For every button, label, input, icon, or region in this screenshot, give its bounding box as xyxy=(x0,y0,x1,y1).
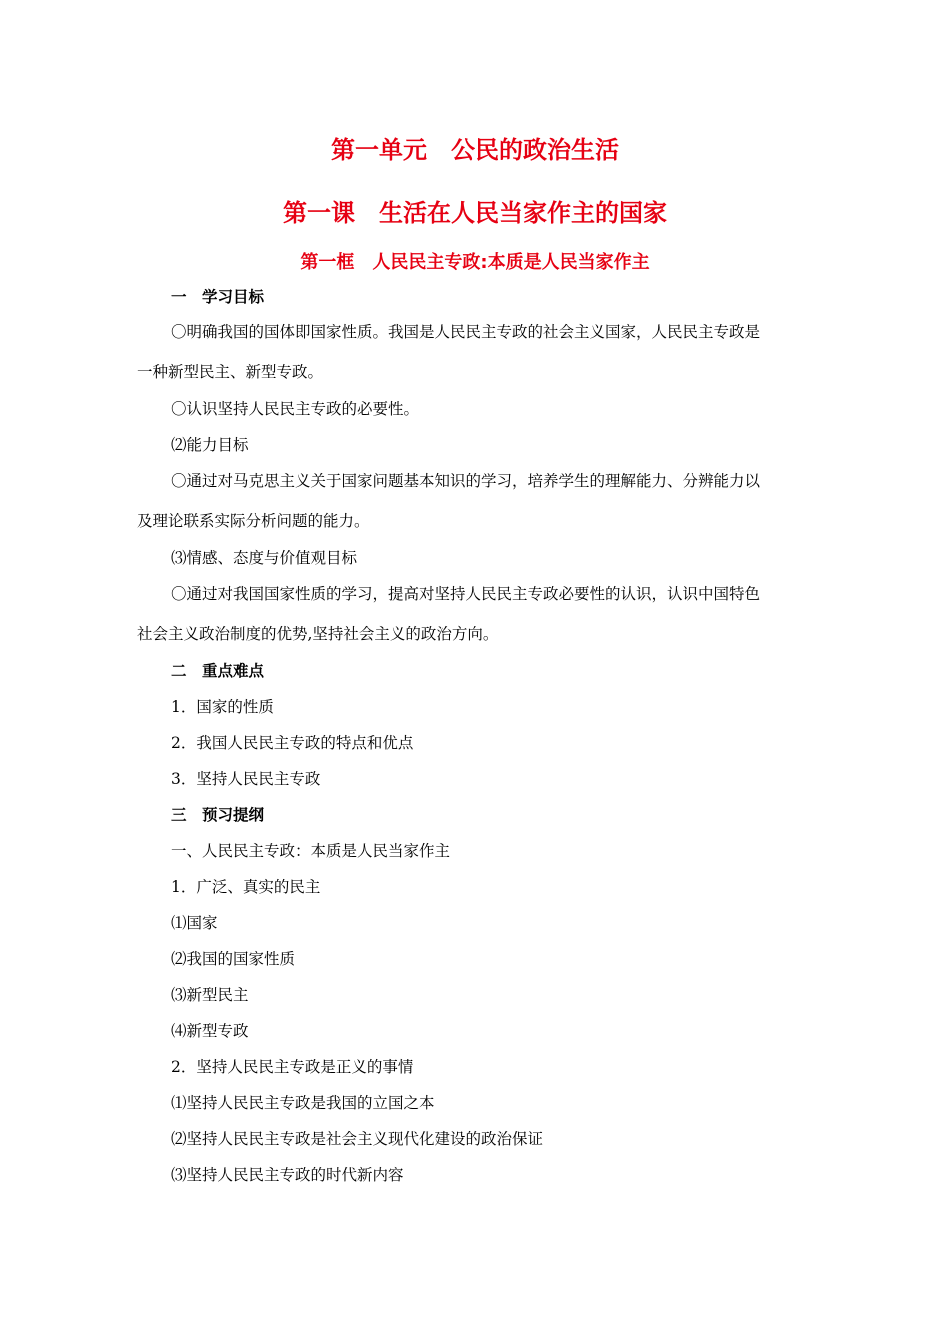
list-item: ⑷新型专政 xyxy=(171,1022,249,1040)
list-item: ⑴坚持人民民主专政是我国的立国之本 xyxy=(171,1094,435,1112)
list-item: 2．坚持人民民主专政是正义的事情 xyxy=(171,1058,414,1076)
unit-title: 第一单元 公民的政治生活 xyxy=(331,136,619,164)
list-item: ⑶坚持人民民主专政的时代新内容 xyxy=(171,1166,404,1184)
list-item: ⑴国家 xyxy=(171,914,218,932)
lesson-title: 第一课 生活在人民当家作主的国家 xyxy=(283,199,667,227)
list-item: 2．我国人民民主专政的特点和优点 xyxy=(171,734,414,752)
subheading-values: ⑶情感、态度与价值观目标 xyxy=(171,549,358,567)
objective-paragraph-1-line-2: 一种新型民主、新型专政。 xyxy=(137,363,324,381)
section-heading-objectives: 一 学习目标 xyxy=(171,288,265,306)
list-item: ⑵我国的国家性质 xyxy=(171,950,296,968)
section-heading-outline: 三 预习提纲 xyxy=(171,806,265,824)
list-item: 1．广泛、真实的民主 xyxy=(171,878,321,896)
section-title: 第一框 人民民主专政:本质是人民当家作主 xyxy=(300,252,650,273)
objective-paragraph-3-line-2: 及理论联系实际分析问题的能力。 xyxy=(137,512,370,530)
subheading-ability: ⑵能力目标 xyxy=(171,436,249,454)
objective-paragraph-3-line-1: 〇通过对马克思主义关于国家问题基本知识的学习，培养学生的理解能力、分辨能力以 xyxy=(171,472,761,490)
objective-paragraph-2: 〇认识坚持人民民主专政的必要性。 xyxy=(171,400,420,418)
list-item: ⑵坚持人民民主专政是社会主义现代化建设的政治保证 xyxy=(171,1130,544,1148)
list-item: 1．国家的性质 xyxy=(171,698,274,716)
list-item: 3．坚持人民民主专政 xyxy=(171,770,321,788)
list-item: ⑶新型民主 xyxy=(171,986,249,1004)
section-heading-key-points: 二 重点难点 xyxy=(171,662,265,680)
list-item: 一、人民民主专政：本质是人民当家作主 xyxy=(171,842,451,860)
objective-paragraph-1-line-1: 〇明确我国的国体即国家性质。我国是人民民主专政的社会主义国家，人民民主专政是 xyxy=(171,323,761,341)
objective-paragraph-4-line-1: 〇通过对我国国家性质的学习，提高对坚持人民民主专政必要性的认识，认识中国特色 xyxy=(171,585,761,603)
objective-paragraph-4-line-2: 社会主义政治制度的优势,坚持社会主义的政治方向。 xyxy=(137,625,499,643)
